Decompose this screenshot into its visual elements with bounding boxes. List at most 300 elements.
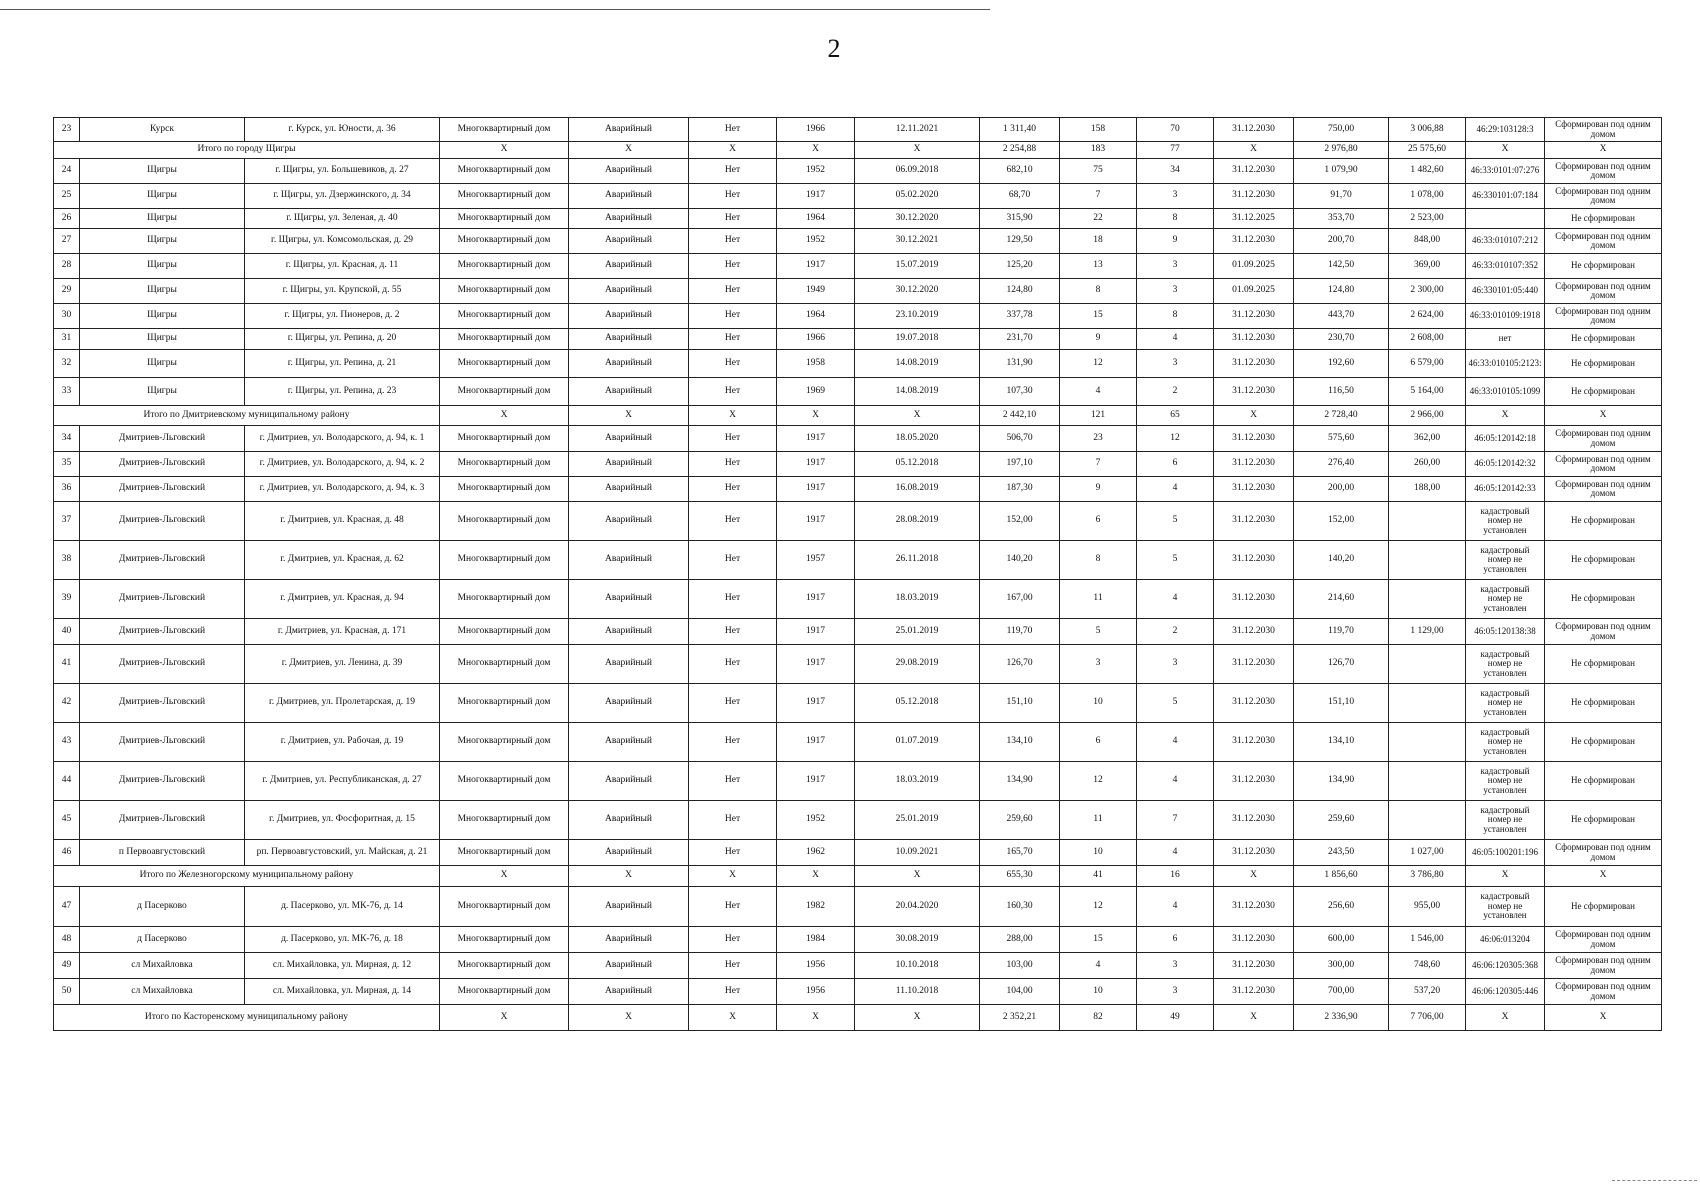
building-type: Многоквартирный дом bbox=[440, 426, 569, 452]
subtotal-land-area: 25 575,60 bbox=[1389, 142, 1466, 159]
building-type: Многоквартирный дом bbox=[440, 541, 569, 580]
table-row bbox=[54, 645, 1662, 684]
subtotal-condition: X bbox=[569, 406, 689, 426]
year-built: 1917 bbox=[777, 684, 855, 723]
land-plot-status: Не сформирован bbox=[1545, 541, 1662, 580]
land-area bbox=[1389, 762, 1466, 801]
settlement: Дмитриев-Льговский bbox=[80, 541, 245, 580]
building-type: Многоквартирный дом bbox=[440, 118, 569, 142]
settlement: Щигры bbox=[80, 229, 245, 254]
building-type: Многоквартирный дом bbox=[440, 229, 569, 254]
row-number: 34 bbox=[54, 426, 80, 452]
planned-area: 192,60 bbox=[1294, 350, 1389, 378]
cadastral-number: нет bbox=[1466, 329, 1545, 350]
residents: 158 bbox=[1060, 118, 1137, 142]
table-row bbox=[54, 254, 1662, 279]
condition: Аварийный bbox=[569, 502, 689, 541]
land-plot-status: Сформирован под одним домом bbox=[1545, 979, 1662, 1005]
cadastral-number: кадастровый номер не установлен bbox=[1466, 887, 1545, 927]
resettlement-deadline: 31.12.2030 bbox=[1214, 426, 1294, 452]
row-number: 31 bbox=[54, 329, 80, 350]
condition: Аварийный bbox=[569, 452, 689, 477]
total-area: 167,00 bbox=[980, 580, 1060, 619]
subtotal-resettlement-deadline: X bbox=[1214, 142, 1294, 159]
total-area: 131,90 bbox=[980, 350, 1060, 378]
total-area: 231,70 bbox=[980, 329, 1060, 350]
recognition-date: 06.09.2018 bbox=[855, 159, 980, 184]
total-area: 1 311,40 bbox=[980, 118, 1060, 142]
land-plot-status: Сформирован под одним домом bbox=[1545, 452, 1662, 477]
address: г. Курск, ул. Юности, д. 36 bbox=[245, 118, 440, 142]
planned-area: 214,60 bbox=[1294, 580, 1389, 619]
settlement: Щигры bbox=[80, 329, 245, 350]
address: сл. Михайловка, ул. Мирная, д. 12 bbox=[245, 953, 440, 979]
building-type: Многоквартирный дом bbox=[440, 209, 569, 229]
recognition-date: 14.08.2019 bbox=[855, 350, 980, 378]
subtotal-land-area: 2 966,00 bbox=[1389, 406, 1466, 426]
subtotal-land-plot-status: X bbox=[1545, 406, 1662, 426]
condition: Аварийный bbox=[569, 229, 689, 254]
resettlement-deadline: 01.09.2025 bbox=[1214, 254, 1294, 279]
settlement: Дмитриев-Льговский bbox=[80, 477, 245, 502]
subtotal-total-area: 2 352,21 bbox=[980, 1005, 1060, 1031]
emergency-flag: Нет bbox=[689, 452, 777, 477]
residents: 9 bbox=[1060, 329, 1137, 350]
settlement: Щигры bbox=[80, 350, 245, 378]
land-area bbox=[1389, 801, 1466, 840]
planned-area: 126,70 bbox=[1294, 645, 1389, 684]
building-type: Многоквартирный дом bbox=[440, 927, 569, 953]
apartments: 5 bbox=[1137, 541, 1214, 580]
year-built: 1917 bbox=[777, 723, 855, 762]
resettlement-deadline: 01.09.2025 bbox=[1214, 279, 1294, 304]
planned-area: 152,00 bbox=[1294, 502, 1389, 541]
settlement: д Пасерково bbox=[80, 927, 245, 953]
settlement: Дмитриев-Льговский bbox=[80, 684, 245, 723]
land-plot-status: Не сформирован bbox=[1545, 645, 1662, 684]
total-area: 682,10 bbox=[980, 159, 1060, 184]
subtotal-row bbox=[54, 866, 1662, 887]
apartments: 7 bbox=[1137, 801, 1214, 840]
condition: Аварийный bbox=[569, 762, 689, 801]
resettlement-deadline: 31.12.2030 bbox=[1214, 580, 1294, 619]
building-type: Многоквартирный дом bbox=[440, 645, 569, 684]
resettlement-deadline: 31.12.2030 bbox=[1214, 452, 1294, 477]
land-plot-status: Не сформирован bbox=[1545, 684, 1662, 723]
recognition-date: 16.08.2019 bbox=[855, 477, 980, 502]
emergency-flag: Нет bbox=[689, 254, 777, 279]
apartments: 8 bbox=[1137, 209, 1214, 229]
condition: Аварийный bbox=[569, 378, 689, 406]
apartments: 34 bbox=[1137, 159, 1214, 184]
total-area: 140,20 bbox=[980, 541, 1060, 580]
total-area: 103,00 bbox=[980, 953, 1060, 979]
table-row bbox=[54, 426, 1662, 452]
building-type: Многоквартирный дом bbox=[440, 723, 569, 762]
land-plot-status: Не сформирован bbox=[1545, 801, 1662, 840]
subtotal-recognition-date: X bbox=[855, 866, 980, 887]
recognition-date: 29.08.2019 bbox=[855, 645, 980, 684]
emergency-flag: Нет bbox=[689, 953, 777, 979]
building-type: Многоквартирный дом bbox=[440, 887, 569, 927]
apartments: 3 bbox=[1137, 254, 1214, 279]
settlement: Дмитриев-Льговский bbox=[80, 801, 245, 840]
building-type: Многоквартирный дом bbox=[440, 184, 569, 209]
total-area: 129,50 bbox=[980, 229, 1060, 254]
resettlement-deadline: 31.12.2030 bbox=[1214, 723, 1294, 762]
table-row bbox=[54, 350, 1662, 378]
cadastral-number: кадастровый номер не установлен bbox=[1466, 645, 1545, 684]
settlement: Щигры bbox=[80, 209, 245, 229]
emergency-flag: Нет bbox=[689, 279, 777, 304]
table-row bbox=[54, 477, 1662, 502]
recognition-date: 26.11.2018 bbox=[855, 541, 980, 580]
settlement: сл Михайловка bbox=[80, 979, 245, 1005]
cadastral-number: 46:05:120142:32 bbox=[1466, 452, 1545, 477]
cadastral-number: кадастровый номер не установлен bbox=[1466, 762, 1545, 801]
residents: 12 bbox=[1060, 350, 1137, 378]
recognition-date: 05.12.2018 bbox=[855, 684, 980, 723]
planned-area: 151,10 bbox=[1294, 684, 1389, 723]
row-number: 47 bbox=[54, 887, 80, 927]
land-area: 848,00 bbox=[1389, 229, 1466, 254]
row-number: 42 bbox=[54, 684, 80, 723]
cadastral-number: кадастровый номер не установлен bbox=[1466, 502, 1545, 541]
settlement: Дмитриев-Льговский bbox=[80, 762, 245, 801]
total-area: 259,60 bbox=[980, 801, 1060, 840]
land-area: 1 546,00 bbox=[1389, 927, 1466, 953]
year-built: 1917 bbox=[777, 426, 855, 452]
row-number: 48 bbox=[54, 927, 80, 953]
planned-area: 200,00 bbox=[1294, 477, 1389, 502]
land-area: 1 129,00 bbox=[1389, 619, 1466, 645]
condition: Аварийный bbox=[569, 209, 689, 229]
table-body bbox=[54, 118, 1662, 1031]
address: г. Щигры, ул. Дзержинского, д. 34 bbox=[245, 184, 440, 209]
condition: Аварийный bbox=[569, 887, 689, 927]
condition: Аварийный bbox=[569, 541, 689, 580]
residents: 9 bbox=[1060, 477, 1137, 502]
cadastral-number: 46:330101:07:184 bbox=[1466, 184, 1545, 209]
land-area: 1 078,00 bbox=[1389, 184, 1466, 209]
land-area: 5 164,00 bbox=[1389, 378, 1466, 406]
settlement: Щигры bbox=[80, 279, 245, 304]
table-row bbox=[54, 118, 1662, 142]
address: г. Дмитриев, ул. Володарского, д. 94, к. 2 bbox=[245, 452, 440, 477]
subtotal-building-type: X bbox=[440, 406, 569, 426]
resettlement-deadline: 31.12.2030 bbox=[1214, 378, 1294, 406]
subtotal-cadastral-number: X bbox=[1466, 1005, 1545, 1031]
residents: 11 bbox=[1060, 580, 1137, 619]
resettlement-deadline: 31.12.2030 bbox=[1214, 184, 1294, 209]
resettlement-deadline: 31.12.2030 bbox=[1214, 887, 1294, 927]
building-type: Многоквартирный дом bbox=[440, 329, 569, 350]
row-number: 39 bbox=[54, 580, 80, 619]
subtotal-cadastral-number: X bbox=[1466, 142, 1545, 159]
subtotal-apartments: 49 bbox=[1137, 1005, 1214, 1031]
land-area bbox=[1389, 580, 1466, 619]
settlement: Щигры bbox=[80, 304, 245, 329]
total-area: 151,10 bbox=[980, 684, 1060, 723]
cadastral-number: 46:330101:05:440 bbox=[1466, 279, 1545, 304]
land-plot-status: Сформирован под одним домом bbox=[1545, 477, 1662, 502]
condition: Аварийный bbox=[569, 477, 689, 502]
cadastral-number: 46:33:0101:07:276 bbox=[1466, 159, 1545, 184]
settlement: сл Михайловка bbox=[80, 953, 245, 979]
table-row bbox=[54, 378, 1662, 406]
recognition-date: 25.01.2019 bbox=[855, 801, 980, 840]
land-area bbox=[1389, 723, 1466, 762]
subtotal-row bbox=[54, 142, 1662, 159]
land-area: 188,00 bbox=[1389, 477, 1466, 502]
year-built: 1952 bbox=[777, 229, 855, 254]
row-number: 26 bbox=[54, 209, 80, 229]
cadastral-number: 46:05:100201:196 bbox=[1466, 840, 1545, 866]
resettlement-deadline: 31.12.2030 bbox=[1214, 229, 1294, 254]
land-plot-status: Сформирован под одним домом bbox=[1545, 619, 1662, 645]
building-type: Многоквартирный дом bbox=[440, 477, 569, 502]
subtotal-label: Итого по Дмитриевскому муниципальному району bbox=[54, 406, 440, 426]
row-number: 45 bbox=[54, 801, 80, 840]
land-plot-status: Не сформирован bbox=[1545, 723, 1662, 762]
address: г. Щигры, ул. Репина, д. 21 bbox=[245, 350, 440, 378]
cadastral-number: 46:06:120305:368 bbox=[1466, 953, 1545, 979]
subtotal-year-built: X bbox=[777, 406, 855, 426]
building-type: Многоквартирный дом bbox=[440, 279, 569, 304]
settlement: Дмитриев-Льговский bbox=[80, 452, 245, 477]
building-type: Многоквартирный дом bbox=[440, 502, 569, 541]
residents: 7 bbox=[1060, 184, 1137, 209]
land-plot-status: Не сформирован bbox=[1545, 209, 1662, 229]
year-built: 1917 bbox=[777, 254, 855, 279]
emergency-flag: Нет bbox=[689, 304, 777, 329]
residents: 22 bbox=[1060, 209, 1137, 229]
land-plot-status: Сформирован под одним домом bbox=[1545, 426, 1662, 452]
subtotal-residents: 41 bbox=[1060, 866, 1137, 887]
residents: 15 bbox=[1060, 304, 1137, 329]
apartments: 3 bbox=[1137, 184, 1214, 209]
address: сл. Михайловка, ул. Мирная, д. 14 bbox=[245, 979, 440, 1005]
total-area: 315,90 bbox=[980, 209, 1060, 229]
row-number: 37 bbox=[54, 502, 80, 541]
apartments: 9 bbox=[1137, 229, 1214, 254]
subtotal-land-plot-status: X bbox=[1545, 866, 1662, 887]
apartments: 4 bbox=[1137, 580, 1214, 619]
planned-area: 259,60 bbox=[1294, 801, 1389, 840]
land-area bbox=[1389, 684, 1466, 723]
land-plot-status: Сформирован под одним домом bbox=[1545, 304, 1662, 329]
settlement: Дмитриев-Льговский bbox=[80, 723, 245, 762]
address: г. Щигры, ул. Крупской, д. 55 bbox=[245, 279, 440, 304]
row-number: 25 bbox=[54, 184, 80, 209]
recognition-date: 28.08.2019 bbox=[855, 502, 980, 541]
residents: 7 bbox=[1060, 452, 1137, 477]
condition: Аварийный bbox=[569, 645, 689, 684]
address: д. Пасерково, ул. МК-76, д. 18 bbox=[245, 927, 440, 953]
residents: 6 bbox=[1060, 502, 1137, 541]
year-built: 1969 bbox=[777, 378, 855, 406]
planned-area: 140,20 bbox=[1294, 541, 1389, 580]
settlement: Щигры bbox=[80, 378, 245, 406]
land-area bbox=[1389, 645, 1466, 684]
apartments: 8 bbox=[1137, 304, 1214, 329]
recognition-date: 30.12.2020 bbox=[855, 279, 980, 304]
recognition-date: 05.02.2020 bbox=[855, 184, 980, 209]
condition: Аварийный bbox=[569, 329, 689, 350]
residents: 11 bbox=[1060, 801, 1137, 840]
address: г. Щигры, ул. Зеленая, д. 40 bbox=[245, 209, 440, 229]
housing-register-table bbox=[53, 117, 1662, 1031]
emergency-flag: Нет bbox=[689, 159, 777, 184]
row-number: 27 bbox=[54, 229, 80, 254]
address: г. Дмитриев, ул. Володарского, д. 94, к. 3 bbox=[245, 477, 440, 502]
apartments: 4 bbox=[1137, 840, 1214, 866]
cadastral-number: кадастровый номер не установлен bbox=[1466, 801, 1545, 840]
row-number: 33 bbox=[54, 378, 80, 406]
recognition-date: 19.07.2018 bbox=[855, 329, 980, 350]
total-area: 160,30 bbox=[980, 887, 1060, 927]
year-built: 1952 bbox=[777, 159, 855, 184]
recognition-date: 05.12.2018 bbox=[855, 452, 980, 477]
land-area: 748,60 bbox=[1389, 953, 1466, 979]
resettlement-deadline: 31.12.2030 bbox=[1214, 684, 1294, 723]
building-type: Многоквартирный дом bbox=[440, 378, 569, 406]
subtotal-recognition-date: X bbox=[855, 406, 980, 426]
year-built: 1984 bbox=[777, 927, 855, 953]
emergency-flag: Нет bbox=[689, 979, 777, 1005]
row-number: 35 bbox=[54, 452, 80, 477]
building-type: Многоквартирный дом bbox=[440, 979, 569, 1005]
land-area: 2 608,00 bbox=[1389, 329, 1466, 350]
land-area bbox=[1389, 502, 1466, 541]
apartments: 3 bbox=[1137, 953, 1214, 979]
land-area: 955,00 bbox=[1389, 887, 1466, 927]
address: рп. Первоавгустовский, ул. Майская, д. 21 bbox=[245, 840, 440, 866]
total-area: 107,30 bbox=[980, 378, 1060, 406]
table-row bbox=[54, 840, 1662, 866]
emergency-flag: Нет bbox=[689, 502, 777, 541]
condition: Аварийный bbox=[569, 350, 689, 378]
planned-area: 276,40 bbox=[1294, 452, 1389, 477]
subtotal-total-area: 2 254,88 bbox=[980, 142, 1060, 159]
total-area: 124,80 bbox=[980, 279, 1060, 304]
year-built: 1917 bbox=[777, 580, 855, 619]
subtotal-recognition-date: X bbox=[855, 1005, 980, 1031]
total-area: 337,78 bbox=[980, 304, 1060, 329]
apartments: 3 bbox=[1137, 645, 1214, 684]
subtotal-residents: 183 bbox=[1060, 142, 1137, 159]
building-type: Многоквартирный дом bbox=[440, 350, 569, 378]
apartments: 6 bbox=[1137, 927, 1214, 953]
land-plot-status: Сформирован под одним домом bbox=[1545, 279, 1662, 304]
cadastral-number: кадастровый номер не установлен bbox=[1466, 684, 1545, 723]
resettlement-deadline: 31.12.2030 bbox=[1214, 304, 1294, 329]
cadastral-number: 46:33:010107:352 bbox=[1466, 254, 1545, 279]
subtotal-cadastral-number: X bbox=[1466, 866, 1545, 887]
emergency-flag: Нет bbox=[689, 184, 777, 209]
land-plot-status: Сформирован под одним домом bbox=[1545, 159, 1662, 184]
subtotal-emergency-flag: X bbox=[689, 406, 777, 426]
planned-area: 700,00 bbox=[1294, 979, 1389, 1005]
cadastral-number: 46:29:103128:3 bbox=[1466, 118, 1545, 142]
year-built: 1964 bbox=[777, 209, 855, 229]
apartments: 2 bbox=[1137, 378, 1214, 406]
apartments: 6 bbox=[1137, 452, 1214, 477]
subtotal-emergency-flag: X bbox=[689, 1005, 777, 1031]
condition: Аварийный bbox=[569, 979, 689, 1005]
row-number: 38 bbox=[54, 541, 80, 580]
recognition-date: 25.01.2019 bbox=[855, 619, 980, 645]
residents: 5 bbox=[1060, 619, 1137, 645]
apartments: 4 bbox=[1137, 887, 1214, 927]
condition: Аварийный bbox=[569, 254, 689, 279]
subtotal-year-built: X bbox=[777, 1005, 855, 1031]
address: г. Дмитриев, ул. Красная, д. 171 bbox=[245, 619, 440, 645]
year-built: 1952 bbox=[777, 801, 855, 840]
condition: Аварийный bbox=[569, 184, 689, 209]
table-row bbox=[54, 209, 1662, 229]
address: г. Дмитриев, ул. Красная, д. 48 bbox=[245, 502, 440, 541]
year-built: 1958 bbox=[777, 350, 855, 378]
building-type: Многоквартирный дом bbox=[440, 619, 569, 645]
year-built: 1917 bbox=[777, 477, 855, 502]
row-number: 50 bbox=[54, 979, 80, 1005]
resettlement-deadline: 31.12.2030 bbox=[1214, 541, 1294, 580]
address: г. Дмитриев, ул. Фосфоритная, д. 15 bbox=[245, 801, 440, 840]
emergency-flag: Нет bbox=[689, 645, 777, 684]
resettlement-deadline: 31.12.2030 bbox=[1214, 979, 1294, 1005]
planned-area: 134,10 bbox=[1294, 723, 1389, 762]
row-number: 23 bbox=[54, 118, 80, 142]
year-built: 1917 bbox=[777, 502, 855, 541]
condition: Аварийный bbox=[569, 118, 689, 142]
settlement: Дмитриев-Льговский bbox=[80, 580, 245, 619]
planned-area: 142,50 bbox=[1294, 254, 1389, 279]
land-plot-status: Сформирован под одним домом bbox=[1545, 927, 1662, 953]
settlement: п Первоавгустовский bbox=[80, 840, 245, 866]
planned-area: 300,00 bbox=[1294, 953, 1389, 979]
resettlement-deadline: 31.12.2030 bbox=[1214, 801, 1294, 840]
building-type: Многоквартирный дом bbox=[440, 762, 569, 801]
condition: Аварийный bbox=[569, 279, 689, 304]
settlement: д Пасерково bbox=[80, 887, 245, 927]
residents: 10 bbox=[1060, 684, 1137, 723]
recognition-date: 18.03.2019 bbox=[855, 762, 980, 801]
subtotal-condition: X bbox=[569, 866, 689, 887]
subtotal-emergency-flag: X bbox=[689, 866, 777, 887]
settlement: Дмитриев-Льговский bbox=[80, 645, 245, 684]
table-row bbox=[54, 452, 1662, 477]
land-plot-status: Не сформирован bbox=[1545, 350, 1662, 378]
table-row bbox=[54, 684, 1662, 723]
subtotal-residents: 82 bbox=[1060, 1005, 1137, 1031]
apartments: 3 bbox=[1137, 350, 1214, 378]
subtotal-apartments: 65 bbox=[1137, 406, 1214, 426]
emergency-flag: Нет bbox=[689, 684, 777, 723]
settlement: Щигры bbox=[80, 184, 245, 209]
condition: Аварийный bbox=[569, 840, 689, 866]
apartments: 4 bbox=[1137, 762, 1214, 801]
residents: 3 bbox=[1060, 645, 1137, 684]
land-area: 2 523,00 bbox=[1389, 209, 1466, 229]
land-plot-status: Не сформирован bbox=[1545, 254, 1662, 279]
subtotal-resettlement-deadline: X bbox=[1214, 406, 1294, 426]
year-built: 1917 bbox=[777, 452, 855, 477]
resettlement-deadline: 31.12.2030 bbox=[1214, 840, 1294, 866]
subtotal-recognition-date: X bbox=[855, 142, 980, 159]
resettlement-deadline: 31.12.2030 bbox=[1214, 953, 1294, 979]
emergency-flag: Нет bbox=[689, 329, 777, 350]
